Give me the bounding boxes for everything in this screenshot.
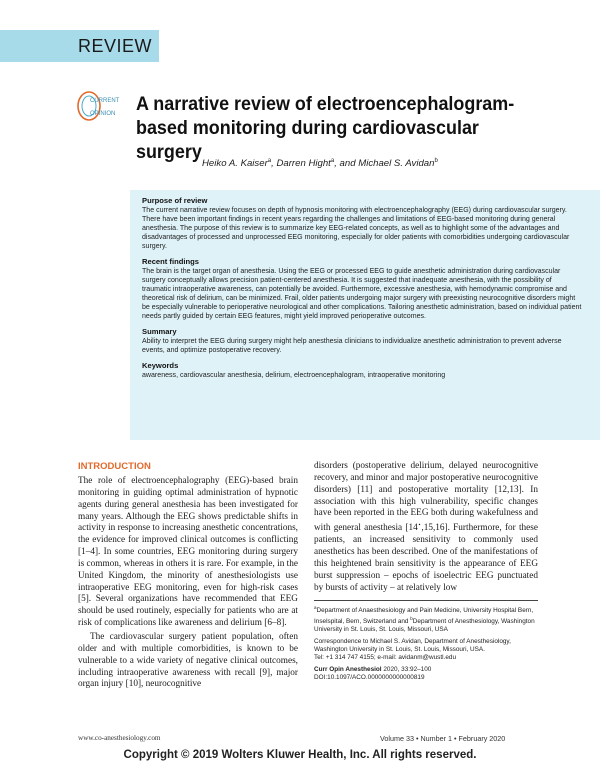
affiliation-line bbox=[314, 604, 538, 634]
author-affiliation-mark: a bbox=[330, 158, 335, 164]
journal-cite: Curr Opin Anesthesiol bbox=[314, 666, 382, 674]
author-list bbox=[202, 158, 438, 169]
body-paragraph: The role of electroencephalography (EEG)-based brain monitoring in guiding optimal administration of hypnotic agents during general anesthesia has been investigated for many years. Although the EEG shows predictable shifts in activity in response to increasing anesthetic concentrations, the evidence for improved clinical outcomes is conflicting [1–4]. In some countries, EEG monitoring during surgery is common, whereas in others it is rare. For example, in the United Kingdom, the minority of anesthesiologists use intraoperative EEG monitoring, even for high-risk cases [5]. Several organizations have recommended that EEG should be used routinely, especially for patients who are at risk of complications like awareness and delirium [6–8]. bbox=[78, 476, 298, 629]
introduction-heading: INTRODUCTION bbox=[78, 461, 151, 472]
affiliation-text: Department of Anesthesiology, Washington University in St. Louis, St. Louis, Missouri, USA bbox=[314, 618, 535, 634]
purpose-text: The current narrative review focuses on depth of hypnosis monitoring with electroencephalography (EEG) during cardiovascular surgery. There have been important findings in recent years regarding the challenges and limitations of EEG-based monitoring during general anesthesia. The purpose of this review is to summarize key EEG-related concepts, as well as to highlight some of the advantages and disadvantages of processed and unprocessed EEG monitoring, especially for older patients with comorbidities undergoing cardiovascular surgery. bbox=[142, 207, 570, 250]
author-separator: , and bbox=[334, 158, 359, 170]
author-affiliation-mark: b bbox=[434, 158, 438, 164]
author-affiliation-mark: a bbox=[267, 158, 272, 164]
affiliation-text: Department of Anaesthesiology and Pain Medicine, University Hospital Bern, Inselspital, Bern, Switzerland and bbox=[314, 607, 534, 626]
affiliation-divider bbox=[314, 600, 538, 601]
affiliations-block bbox=[314, 604, 538, 686]
review-label: REVIEW bbox=[78, 36, 153, 56]
paragraph-text: disorders (postoperative delirium, delayed neurocognitive recovery, and minor and major postoperative neurocognitive disorders) [11] and postoperative mortality [12,13]. In association with this high vulnerability, specific changes have been reported in the EEG both during wakefulness and with general anesthesia [14 bbox=[314, 461, 538, 534]
purpose-heading: Purpose of review bbox=[142, 196, 208, 205]
body-paragraph bbox=[314, 461, 538, 594]
body-column-right bbox=[314, 461, 538, 594]
keywords-heading: Keywords bbox=[142, 361, 179, 370]
summary-text: Ability to interpret the EEG during surgery might help anesthesia clinicians to individualize anesthetic administration to prevent adverse events, and optimize postoperative recovery. bbox=[142, 338, 562, 354]
paragraph-text: ,15,16]. Furthermore, for these patients, an increased sensitivity to commonly used anesthetics has been described. One of the manifestations of this heightened brain sensitivity is the appearance of EEG burst suppression – epochs of isoelectric EEG punctuated by bursts of activity – at relatively low bbox=[314, 523, 538, 593]
body-column-left bbox=[78, 461, 298, 691]
findings-text: The brain is the target organ of anesthesia. Using the EEG or processed EEG to guide anesthetic administration during cardiovascular surgery conceptually allows precision patient-centered anesthesia. It is suggested that inadequate anesthesia, with the possibility of traumatic intraoperative awareness, can potentially be avoided. Furthermore, excessive anesthesia, with hemodynamic compromise and theoretical risk of delirium, can be minimized. Frail, older patients undergoing major surgery with preexisting neurocognitive disorders might be especially vulnerable to perioperative neurological and other complications. Tailoring anesthetic administration, based on individual patient needs partly guided by certain EEG features, might yield improved perioperative outcomes. bbox=[142, 268, 582, 320]
volume-info: Volume 33 • Number 1 • February 2020 bbox=[380, 734, 506, 743]
author-name: Michael S. Avidan bbox=[358, 158, 435, 170]
journal-website-link[interactable]: www.co-anesthesiology.com bbox=[78, 734, 161, 742]
findings-heading: Recent findings bbox=[142, 257, 199, 266]
citation-line bbox=[314, 666, 538, 674]
citation-star-mark: ▪ bbox=[417, 523, 422, 529]
current-opinion-logo-icon bbox=[76, 88, 122, 124]
article-title: A narrative review of electroencephalogram-based monitoring during cardiovascular surgery bbox=[136, 93, 515, 163]
affiliation-mark: a bbox=[314, 605, 317, 610]
abstract-box bbox=[130, 190, 600, 440]
author-name: Darren Hight bbox=[276, 158, 331, 170]
doi-line bbox=[314, 674, 538, 682]
review-section-tab bbox=[0, 30, 159, 62]
author-name: Heiko A. Kaiser bbox=[202, 158, 268, 170]
logo-text-opinion: OPINION bbox=[90, 111, 116, 117]
author-separator: , bbox=[271, 158, 277, 170]
contact-text: Tel: +1 314 747 4155; e-mail: avidanm@wustl.edu bbox=[314, 654, 457, 662]
summary-heading: Summary bbox=[142, 327, 177, 336]
keywords-text: awareness, cardiovascular anesthesia, delirium, electroencephalogram, intraoperative monitoring bbox=[142, 372, 446, 379]
journal-info: 2020, 33:92–100 bbox=[381, 666, 432, 674]
copyright-notice: Copyright © 2019 Wolters Kluwer Health, Inc. All rights reserved. bbox=[123, 749, 477, 761]
doi-text: DOI:10.1097/ACO.0000000000000819 bbox=[314, 674, 425, 682]
affiliation-mark: b bbox=[410, 616, 413, 622]
correspondence-text: Correspondence to Michael S. Avidan, Department of Anesthesiology, Washington University in St. Louis, St. Louis, Missouri, USA. bbox=[314, 638, 511, 654]
body-paragraph: The cardiovascular surgery patient population, often older and with multiple comorbidities, is known to be vulnerable to a wide variety of negative clinical outcomes, including intraoperative awareness with recall [9], major organ injury [10], neurocognitive bbox=[78, 631, 298, 690]
logo-text-current: CURRENT bbox=[90, 98, 120, 104]
correspondence-line bbox=[314, 638, 538, 662]
